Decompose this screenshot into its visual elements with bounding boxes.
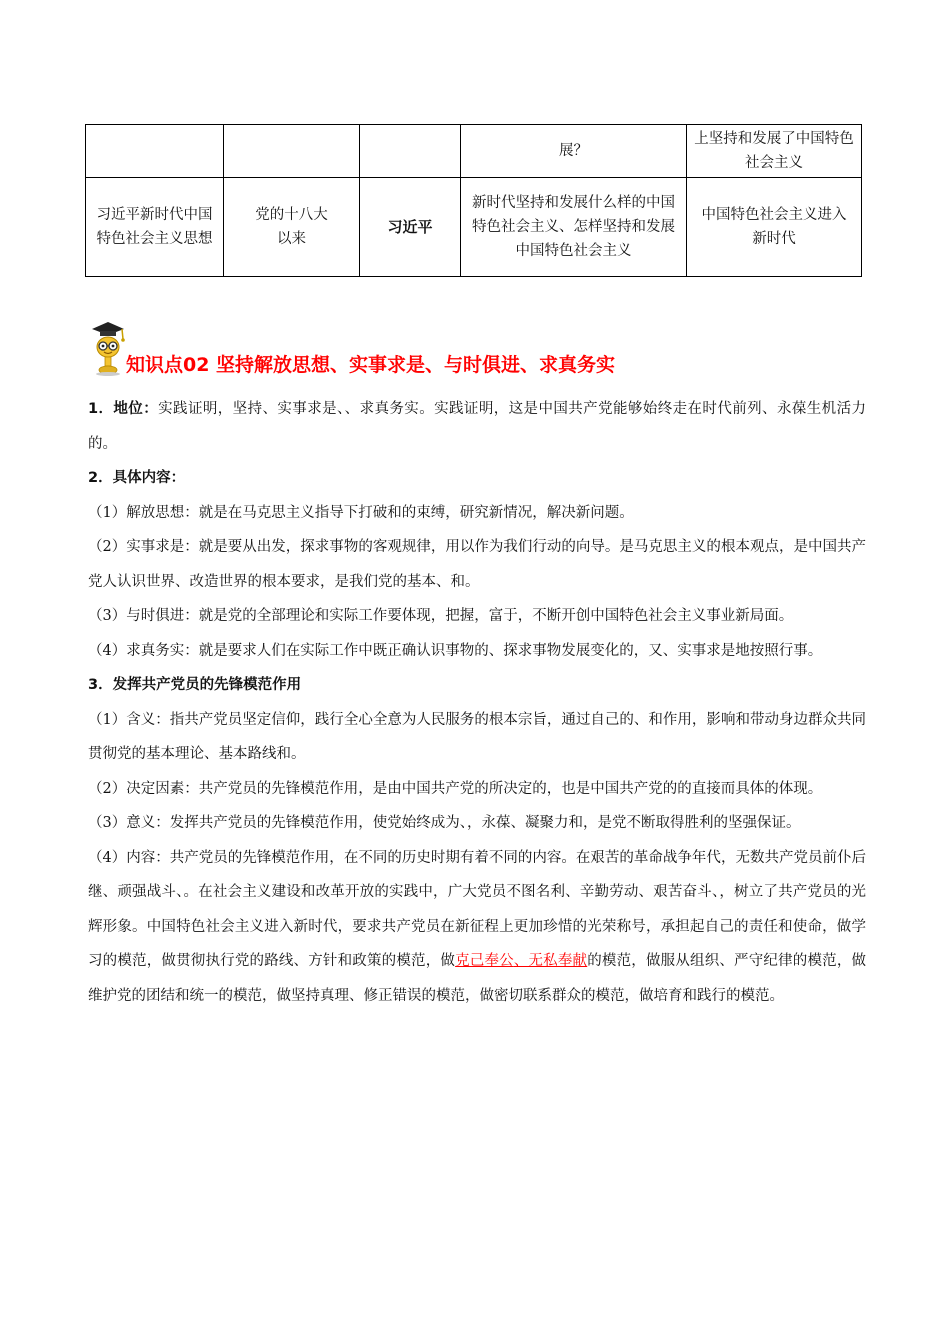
paragraph-text: （4）内容：共产党员的先锋模范作用，在不同的历史时期有着不同的内容。在艰苦的革命战争年代，无数共产党员前仆后继、顽强战斗、。在社会主义建设和改革开放的实践中，广大党员不图名利、辛勤劳动、艰苦奋斗、，树立了共产党员的光辉形象。中国特色社会主义进入新时代，要求共产党员在新征程上更加珍惜的光荣称号，承担起自己的责任和使命，做学习的模范，做贯彻执行党的路线、方针和政策的模范，做 [88,849,866,969]
theory-table [85,124,862,277]
table-cell [224,125,360,178]
scholar-mascot-icon [88,320,128,376]
table-cell [360,125,461,178]
paragraph: （3）与时俱进：就是党的全部理论和实际工作要体现，把握，富于，不断开创中国特色社会主义事业新局面。 [88,608,794,624]
paragraph-label: 3．发挥共产党员的先锋模范作用 [88,677,302,693]
paragraph: （4）求真务实：就是要求人们在实际工作中既正确认识事物的、探求事物发展变化的，又、实事求是地按照行事。 [88,642,823,659]
table-cell: 党的十八大以来 [224,178,360,277]
table-cell [86,125,224,178]
table-row [86,125,862,178]
paragraph [88,392,866,461]
paragraph [88,841,866,1014]
table-cell: 中国特色社会主义进入新时代 [687,178,862,277]
table-cell: 展？ [461,125,687,178]
paragraph: （2）实事求是：就是要从出发，探求事物的客观规律，用以作为我们行动的向导。是马克思主义的根本观点，是中国共产党人认识世界、改造世界的根本要求，是我们党的基本、和。 [88,539,866,590]
paragraph-text: 实践证明，坚持、实事求是、、求真务实。实践证明，这是中国共产党能够始终走在时代前列、永葆生机活力的。 [88,401,866,452]
paragraph: （3）意义：发挥共产党员的先锋模范作用，使党始终成为、，永葆、凝聚力和，是党不断取得胜利的坚强保证。 [88,815,801,831]
highlight-separator: 、 [513,953,529,969]
section-heading [88,320,868,380]
section-title: 知识点02 坚持解放思想、实事求是、与时俱进、求真务实 [126,354,616,376]
content-body [88,392,866,1013]
paragraph-label: 2．具体内容： [88,470,186,486]
highlight-text: 无私奉献 [528,953,588,969]
highlight-text: 克己奉公 [455,953,514,969]
paragraph: （1）解放思想：就是在马克思主义指导下打破和的束缚，研究新情况，解决新问题。 [88,504,634,521]
paragraph: （1）含义：指共产党员坚定信仰，践行全心全意为人民服务的根本宗旨，通过自己的、和作用，影响和带动身边群众共同贯彻党的基本理论、基本路线和。 [88,711,866,762]
table-cell: 新时代坚持和发展什么样的中国特色社会主义、怎样坚持和发展中国特色社会主义 [461,178,687,277]
table-cell: 习近平 [360,178,461,277]
table-row [86,178,862,277]
table-cell: 习近平新时代中国特色社会主义思想 [86,178,224,277]
paragraph-text: 的模范，做服从组织、严守纪律的模范，做维护党的团结和统一的模范，做坚持真理、修正错误的模范，做密切联系群众的模范，做培育和践行的模范。 [88,953,867,1004]
paragraph: （2）决定因素：共产党员的先锋模范作用，是由中国共产党的所决定的，也是中国共产党的的直接而具体的体现。 [88,780,823,797]
table-cell: 上坚持和发展了中国特色社会主义 [687,125,862,178]
paragraph-label: 1．地位： [88,401,159,417]
